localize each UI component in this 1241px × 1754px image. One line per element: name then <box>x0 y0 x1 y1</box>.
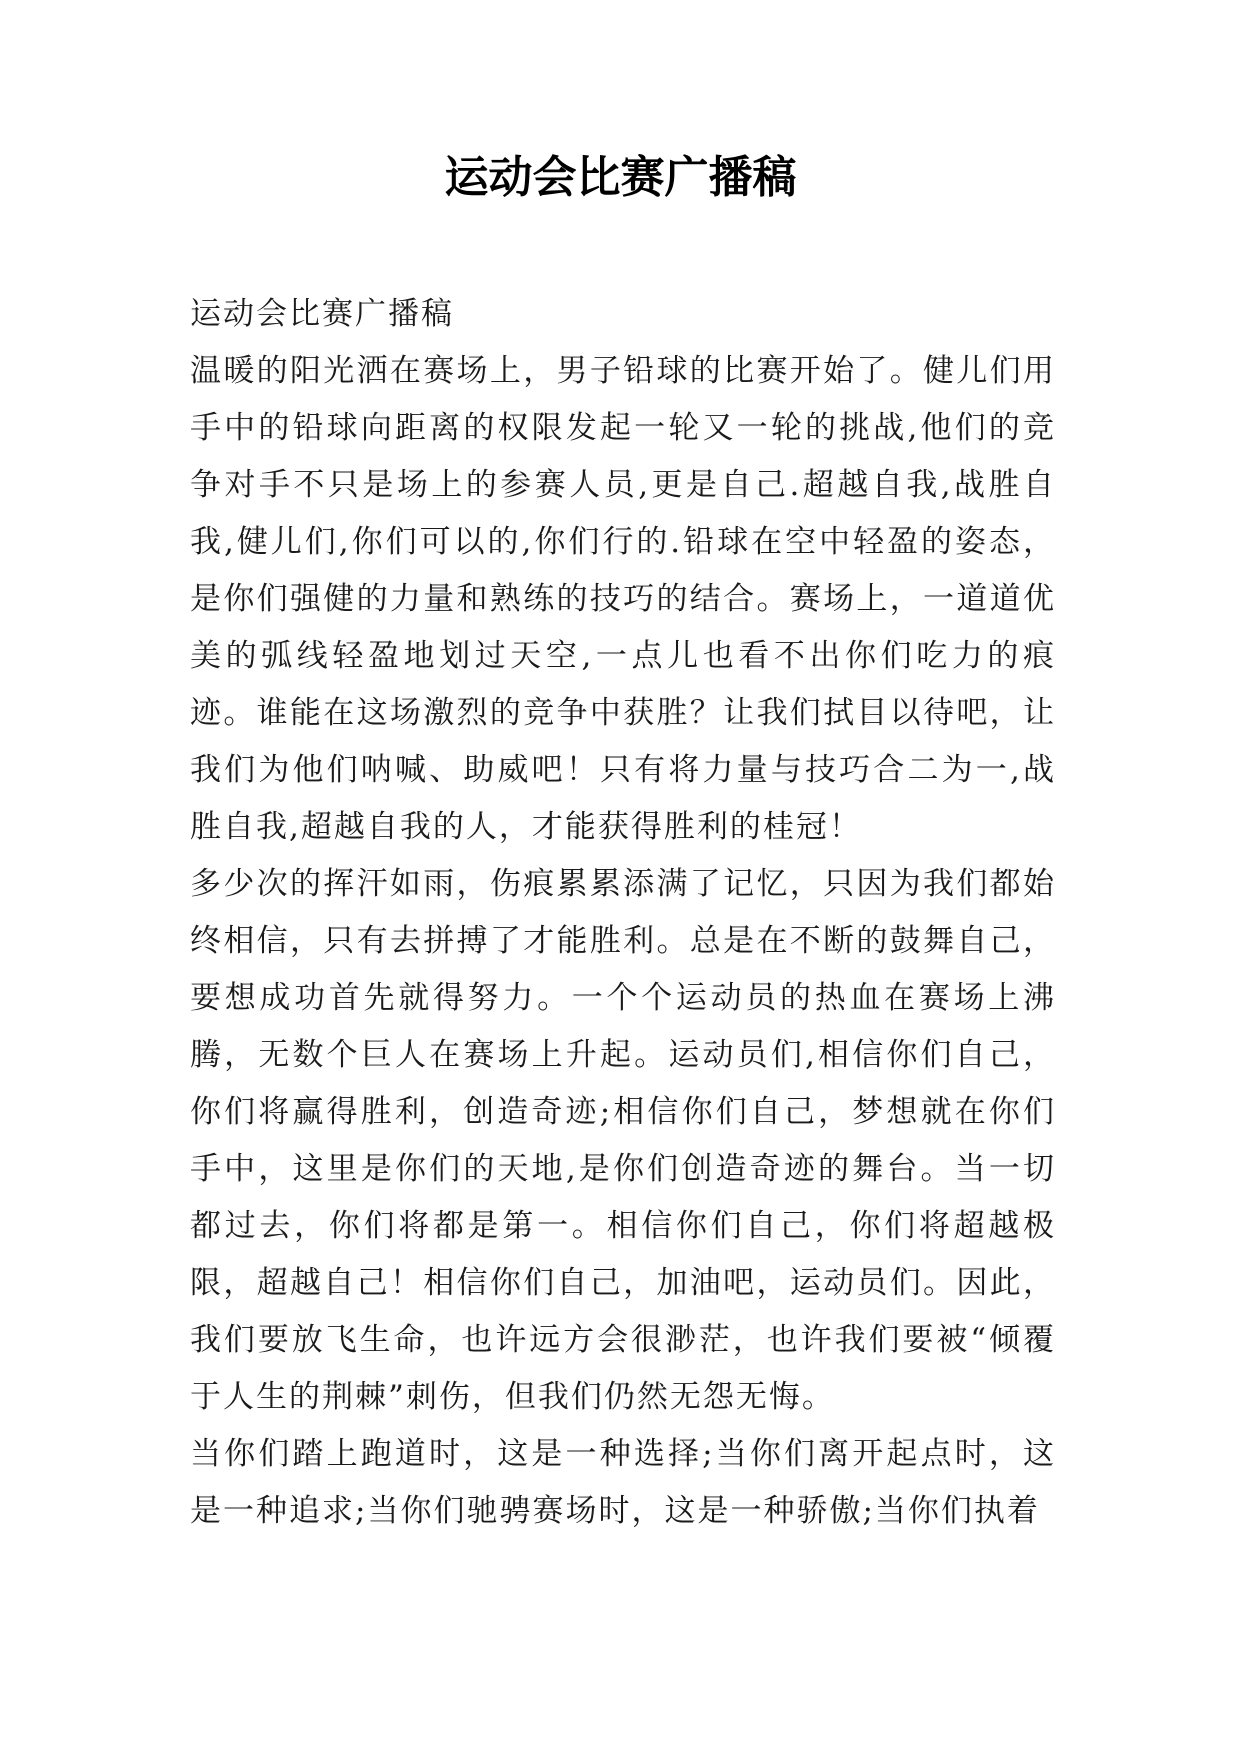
body-subtitle: 运动会比赛广播稿 <box>190 296 454 332</box>
paragraph-1: 温暖的阳光洒在赛场上，男子铅球的比赛开始了。健儿们用手中的铅球向距离的权限发起一轮又一轮的挑战,他们的竞争对手不只是场上的参赛人员,更是自己.超越自我,战胜自我,健儿们,你们可以的,你们行的.铅球在空中轻盈的姿态，是你们强健的力量和熟练的技巧的结合。赛场上，一道道优美的弧线轻盈地划过天空,一点儿也看不出你们吃力的痕迹。谁能在这场激烈的竞争中获胜？让我们拭目以待吧，让我们为他们呐喊、助威吧！只有将力量与技巧合二为一,战胜自我,超越自我的人，才能获得胜利的桂冠！ <box>190 353 1056 845</box>
document-title: 运动会比赛广播稿 <box>444 152 797 203</box>
paragraph-2: 多少次的挥汗如雨，伤痕累累添满了记忆，只因为我们都始终相信，只有去拼搏了才能胜利。总是在不断的鼓舞自己，要想成功首先就得努力。一个个运动员的热血在赛场上沸腾，无数个巨人在赛场上升起。运动员们,相信你们自己，你们将赢得胜利，创造奇迹;相信你们自己，梦想就在你们手中，这里是你们的天地,是你们创造奇迹的舞台。当一切都过去，你们将都是第一。相信你们自己，你们将超越极限，超越自己！相信你们自己，加油吧，运动员们。因此，我们要放飞生命，也许远方会很渺茫，也许我们要被“倾覆于人生的荆棘”刺伤，但我们仍然无怨无悔。 <box>190 866 1056 1415</box>
paragraph-3: 当你们踏上跑道时，这是一种选择;当你们离开起点时，这是一种追求;当你们驰骋赛场时，这是一种骄傲;当你们执着 <box>190 1436 1056 1529</box>
document-body <box>190 286 1056 1540</box>
